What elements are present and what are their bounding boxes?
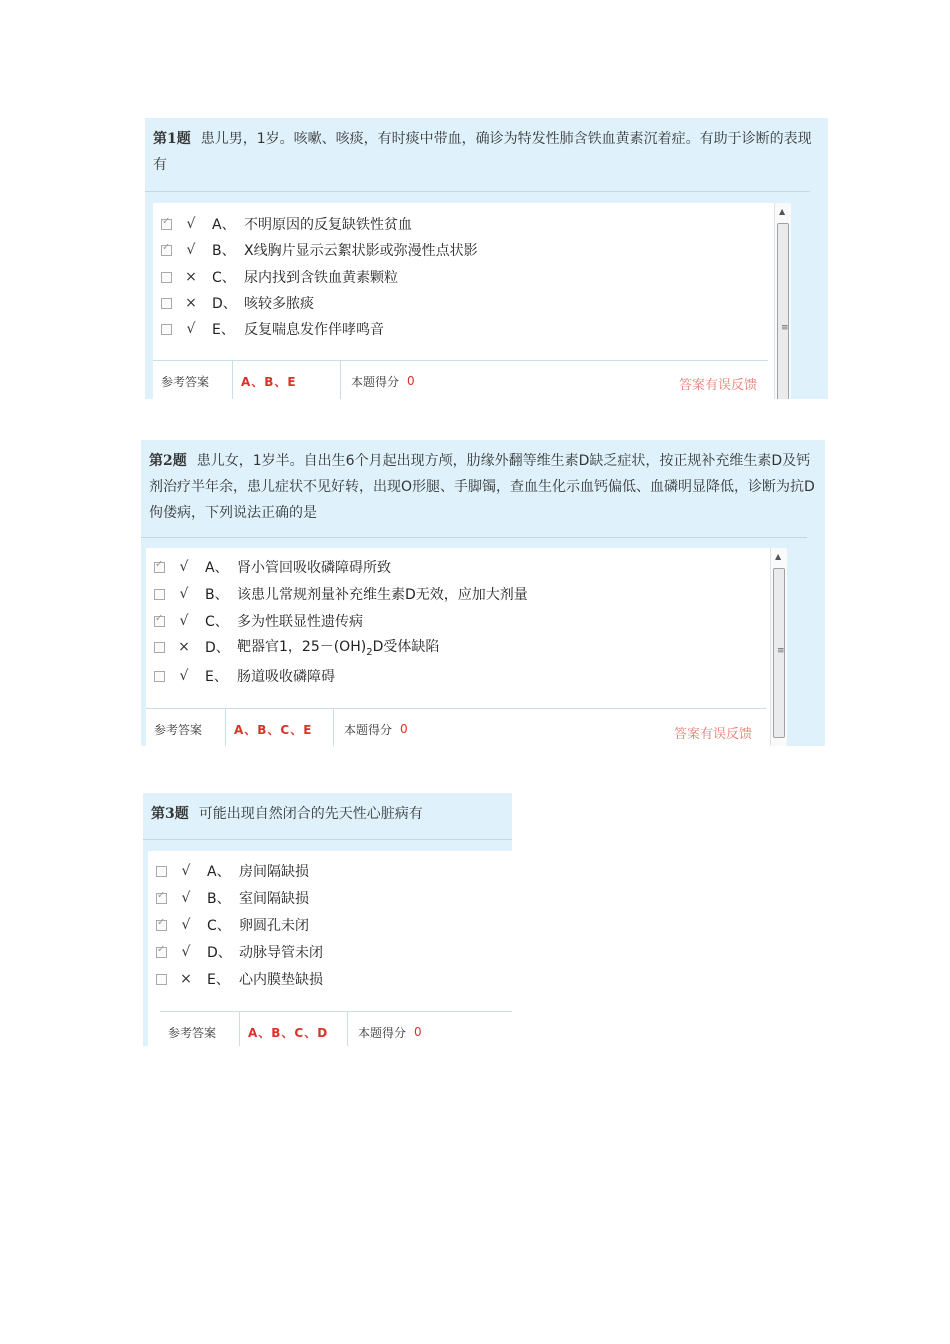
correct-mark: √	[179, 613, 189, 629]
option-e[interactable]	[154, 665, 335, 687]
option-b[interactable]	[161, 239, 478, 261]
score-cell	[334, 709, 408, 746]
option-checkbox[interactable]	[161, 324, 172, 335]
score-label: 本题得分	[351, 374, 400, 389]
options-panel	[148, 851, 512, 1046]
divider	[145, 191, 810, 192]
option-text	[237, 636, 439, 658]
question-card-2	[141, 440, 825, 746]
option-checkbox[interactable]	[154, 562, 165, 573]
divider	[143, 839, 512, 840]
option-text: 反复喘息发作伴哮鸣音	[244, 322, 384, 338]
answer-row	[160, 1011, 512, 1046]
option-checkbox[interactable]	[154, 671, 165, 682]
option-a[interactable]	[156, 860, 309, 882]
option-checkbox[interactable]	[154, 589, 165, 600]
correct-mark: √	[179, 586, 189, 602]
option-b[interactable]	[154, 583, 528, 605]
option-text: 卵圆孔未闭	[239, 918, 309, 934]
question-card-3	[143, 793, 512, 1046]
option-text: 动脉导管未闭	[239, 945, 323, 961]
scroll-up-icon[interactable]: ▲	[779, 207, 786, 216]
option-letter: A、	[212, 217, 236, 233]
reference-answer: A、B、C、D	[240, 1012, 348, 1046]
option-checkbox[interactable]	[161, 245, 172, 256]
option-letter: B、	[212, 243, 236, 259]
answer-row	[153, 360, 768, 399]
option-letter: C、	[205, 614, 229, 630]
option-checkbox[interactable]	[154, 616, 165, 627]
answer-label: 参考答案	[160, 1012, 240, 1046]
option-text: 多为性联显性遗传病	[237, 614, 363, 630]
subscript: 2	[366, 646, 373, 658]
reference-answer: A、B、C、E	[226, 709, 334, 746]
option-letter: A、	[207, 864, 231, 880]
option-b[interactable]	[156, 887, 309, 909]
option-letter: C、	[207, 918, 231, 934]
score-cell	[348, 1012, 422, 1046]
option-checkbox[interactable]	[161, 219, 172, 230]
correct-mark: √	[179, 559, 189, 575]
correct-mark: √	[186, 321, 196, 337]
score-label: 本题得分	[344, 722, 393, 737]
divider	[141, 537, 807, 538]
option-checkbox[interactable]	[154, 642, 165, 653]
scrollbar[interactable]	[774, 203, 791, 399]
option-e[interactable]	[156, 968, 323, 990]
feedback-link[interactable]: 答案有误反馈	[674, 727, 753, 742]
option-letter: D、	[205, 640, 230, 656]
question-number: 第1题	[153, 131, 191, 147]
question-card-1	[145, 118, 828, 399]
option-letter: C、	[212, 270, 236, 286]
question-text: 患儿男，1岁。咳嗽、咳痰，有时痰中带血，确诊为特发性肺含铁血黄素沉着症。有助于诊断的表现有	[153, 131, 812, 173]
score-label: 本题得分	[358, 1025, 407, 1040]
reference-answer: A、B、E	[233, 361, 341, 399]
option-c[interactable]	[156, 914, 309, 936]
option-text: 房间隔缺损	[239, 864, 309, 880]
scroll-up-icon[interactable]: ▲	[775, 552, 782, 561]
question-number: 第2题	[149, 453, 187, 469]
option-a[interactable]	[154, 556, 391, 578]
option-d[interactable]	[156, 941, 323, 963]
score-value: 0	[400, 722, 408, 736]
correct-mark: √	[186, 216, 196, 232]
answer-label: 参考答案	[153, 361, 233, 399]
option-text: 尿内找到含铁血黄素颗粒	[244, 270, 398, 286]
option-letter: D、	[207, 945, 232, 961]
option-letter: B、	[207, 891, 231, 907]
grip-icon: ≡	[781, 323, 789, 333]
option-letter: A、	[205, 560, 229, 576]
wrong-mark: ×	[178, 639, 190, 655]
scrollbar[interactable]	[770, 548, 787, 746]
question-stem	[141, 440, 825, 526]
option-checkbox[interactable]	[156, 866, 167, 877]
option-letter: B、	[205, 587, 229, 603]
feedback-link[interactable]: 答案有误反馈	[679, 378, 758, 393]
option-text: 心内膜垫缺损	[239, 972, 323, 988]
correct-mark: √	[181, 944, 191, 960]
option-checkbox[interactable]	[161, 298, 172, 309]
question-stem	[145, 118, 828, 178]
score-value: 0	[407, 374, 415, 388]
question-stem	[143, 793, 512, 827]
wrong-mark: ×	[185, 269, 197, 285]
correct-mark: √	[181, 917, 191, 933]
option-letter: E、	[212, 322, 235, 338]
option-d[interactable]	[161, 292, 314, 314]
option-c[interactable]	[161, 266, 398, 288]
option-checkbox[interactable]	[156, 974, 167, 985]
wrong-mark: ×	[180, 971, 192, 987]
option-text-part: D受体缺陷	[372, 639, 440, 656]
score-cell	[341, 361, 415, 399]
option-text: 肠道吸收磷障碍	[237, 669, 335, 685]
option-text: 咳较多脓痰	[244, 296, 314, 312]
option-text: 室间隔缺损	[239, 891, 309, 907]
scrollbar-thumb[interactable]	[777, 223, 789, 399]
question-number: 第3题	[151, 806, 189, 822]
answer-row	[146, 708, 766, 746]
correct-mark: √	[186, 242, 196, 258]
correct-mark: √	[181, 863, 191, 879]
option-text-part: 靶器官1，25－(OH)	[237, 639, 367, 656]
wrong-mark: ×	[185, 295, 197, 311]
option-d[interactable]	[154, 636, 439, 658]
scrollbar-thumb[interactable]	[773, 568, 785, 738]
options-panel	[146, 548, 770, 746]
option-checkbox[interactable]	[156, 893, 167, 904]
correct-mark: √	[181, 890, 191, 906]
option-checkbox[interactable]	[156, 920, 167, 931]
option-letter: D、	[212, 296, 237, 312]
option-checkbox[interactable]	[161, 272, 172, 283]
option-text: 该患儿常规剂量补充维生素D无效，应加大剂量	[237, 587, 528, 603]
option-text: 肾小管回吸收磷障碍所致	[237, 560, 391, 576]
correct-mark: √	[179, 668, 189, 684]
option-text: X线胸片显示云絮状影或弥漫性点状影	[244, 243, 478, 259]
option-checkbox[interactable]	[156, 947, 167, 958]
options-panel	[153, 203, 776, 399]
question-text: 患儿女，1岁半。自出生6个月起出现方颅，肋缘外翻等维生素D缺乏症状，按正规补充维生素D及钙剂治疗半年余，患儿症状不见好转，出现O形腿、手脚镯，查血生化示血钙偏低、血磷明显降低，诊断为抗D佝偻病，下列说法正确的是	[149, 453, 815, 521]
option-letter: E、	[205, 669, 228, 685]
option-c[interactable]	[154, 610, 363, 632]
question-text: 可能出现自然闭合的先天性心脏病有	[198, 806, 423, 822]
option-a[interactable]	[161, 213, 412, 235]
answer-label: 参考答案	[146, 709, 226, 746]
score-value: 0	[414, 1025, 422, 1039]
option-text: 不明原因的反复缺铁性贫血	[244, 217, 412, 233]
option-letter: E、	[207, 972, 230, 988]
grip-icon: ≡	[777, 646, 785, 656]
option-e[interactable]	[161, 318, 384, 340]
